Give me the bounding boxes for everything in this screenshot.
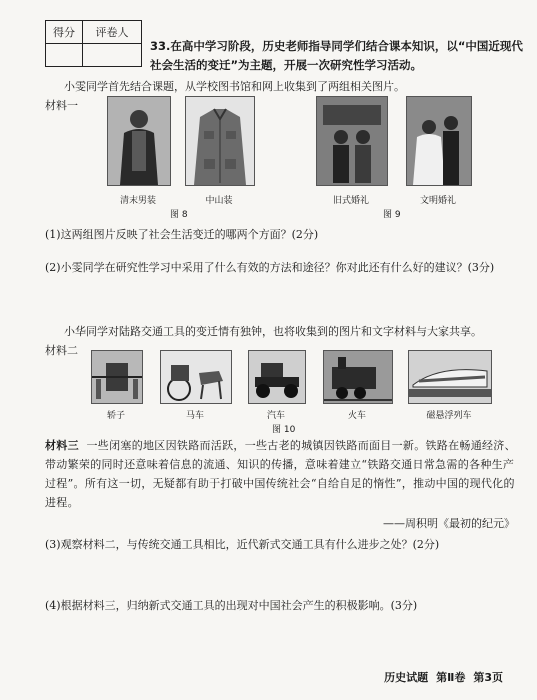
photo-maglev-train [408, 350, 492, 404]
caption-civilized-wedding: 文明婚礼 [419, 196, 456, 206]
question-number: 33. [150, 39, 171, 53]
score-header: 得分 [46, 21, 83, 44]
score-table [45, 20, 142, 67]
figure-9-label: 图 9 [383, 210, 401, 220]
photo-automobile [248, 350, 306, 404]
score-cell [46, 44, 83, 67]
footer-volume: 第Ⅱ卷 [436, 671, 466, 684]
photo-sedan-chair [91, 350, 143, 404]
intro-xiaowen: 小雯同学首先结合课题，从学校图书馆和网上收集到了两组相关图片。 [64, 80, 405, 93]
question-3: (3)观察材料二，与传统交通工具相比，近代新式交通工具有什么进步之处？(2分) [45, 538, 440, 551]
footer-subject: 历史试题 [384, 671, 429, 684]
photo-carriage [160, 350, 232, 404]
intro-xiaohua: 小华同学对陆路交通工具的变迁情有独钟，也将收集到的图片和文字材料与大家共享。 [64, 325, 482, 338]
question-2: (2)小雯同学在研究性学习中采用了什么有效的方法和途径？你对此还有什么好的建议？(3分) [45, 261, 495, 274]
footer-page: 第3页 [473, 671, 503, 684]
material-two-label: 材料二 [45, 344, 78, 357]
caption-sedan-chair: 轿子 [106, 411, 125, 421]
photo-old-wedding [316, 96, 388, 186]
question-header [150, 37, 525, 75]
caption-qing-menswear: 清末男装 [119, 196, 156, 206]
caption-train: 火车 [347, 411, 366, 421]
caption-old-wedding: 旧式婚礼 [332, 196, 369, 206]
caption-automobile: 汽车 [266, 411, 285, 421]
photo-train [323, 350, 393, 404]
photo-civilized-wedding [406, 96, 472, 186]
material-three-source: ——周积明《最初的纪元》 [383, 517, 515, 530]
caption-zhongshan-suit: 中山装 [205, 196, 233, 206]
material-three-text: 一些闭塞的地区因铁路而活跃，一些古老的城镇因铁路而面目一新。铁路在畅通经济、带动繁荣的同时还意味着信息的流通、知识的传播，意味着建立“铁路交通日常急需的各种生产过程”。所有这一切，无疑都有助于打破中国传统社会“自给自足的惰性”，推动中国的现代化的进程。 [45, 439, 516, 509]
page-footer [376, 669, 503, 685]
grader-header: 评卷人 [83, 21, 142, 44]
figure-10-label: 图 10 [272, 425, 296, 435]
question-text: 在高中学习阶段，历史老师指导同学们结合课本知识，以“中国近现代社会生活的变迁”为主题，开展一次研究性学习活动。 [150, 39, 523, 72]
grader-cell [83, 44, 142, 67]
photo-zhongshan-suit [185, 96, 255, 186]
caption-maglev-train: 磁悬浮列车 [426, 411, 472, 421]
caption-carriage: 马车 [185, 411, 204, 421]
material-three-label: 材料三 [45, 439, 79, 452]
question-4: (4)根据材料三，归纳新式交通工具的出现对中国社会产生的积极影响。(3分) [45, 599, 418, 612]
photo-qing-menswear [107, 96, 171, 186]
material-three [45, 436, 520, 512]
question-1: (1)这两组图片反映了社会生活变迁的哪两个方面？(2分) [45, 228, 319, 241]
material-one-label: 材料一 [45, 99, 78, 112]
figure-8-label: 图 8 [170, 210, 188, 220]
